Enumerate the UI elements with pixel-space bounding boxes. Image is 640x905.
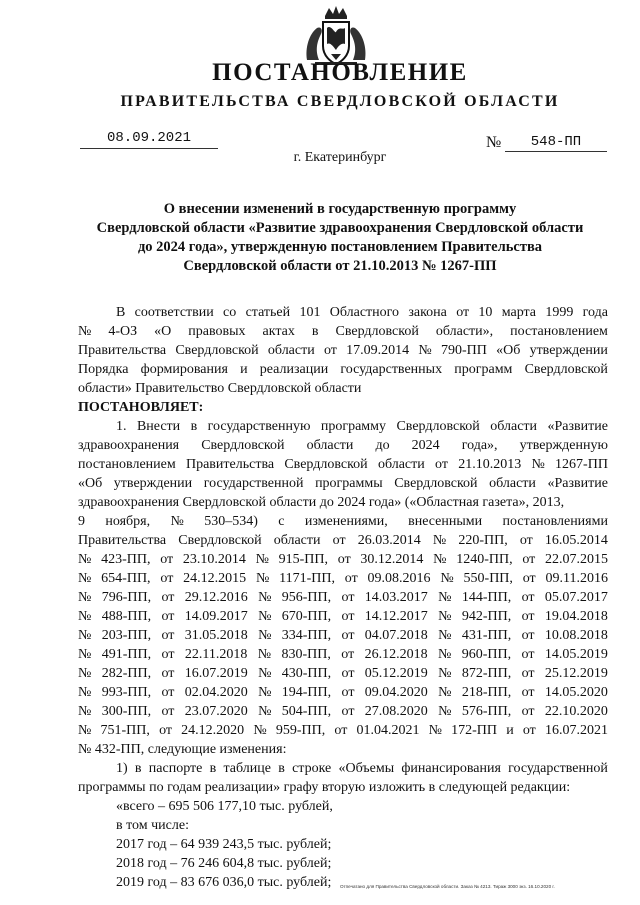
body-line: № 300-ПП, от 23.07.2020 № 504-ПП, от 27.08.2020 № 576-ПП, от 22.10.2020	[78, 704, 608, 719]
body-line: 2018 год – 76 246 604,8 тыс. рублей;	[116, 856, 332, 871]
print-footer: Отпечатано для Правительства Свердловской области. Заказ № 4213. Тираж 3000 экз. 16.10.2020 г.	[340, 884, 555, 889]
body-line: 2017 год – 64 939 243,5 тыс. рублей;	[116, 837, 332, 852]
number-label: №	[486, 134, 502, 151]
body-line: № 432-ПП, следующие изменения:	[78, 742, 287, 757]
body-line: «всего – 695 506 177,10 тыс. рублей,	[116, 799, 333, 814]
body-line: 2019 год – 83 676 036,0 тыс. рублей;	[116, 875, 332, 890]
body-line: № 4-ОЗ «О правовых актах в Свердловской области», постановлением	[78, 324, 608, 339]
body-line: № 203-ПП, от 31.05.2018 № 334-ПП, от 04.07.2018 № 431-ПП, от 10.08.2018	[78, 628, 608, 643]
subject-line: Свердловской области от 21.10.2013 № 1267-ПП	[183, 258, 497, 274]
city-name: г. Екатеринбург	[293, 150, 387, 165]
body-line: ПОСТАНОВЛЯЕТ:	[78, 400, 204, 415]
document-type-heading: ПОСТАНОВЛЕНИЕ	[212, 59, 468, 86]
body-line: области» Правительство Свердловской области	[78, 381, 362, 396]
issuer-heading: ПРАВИТЕЛЬСТВА СВЕРДЛОВСКОЙ ОБЛАСТИ	[120, 93, 560, 110]
document-date: 08.09.2021	[106, 130, 191, 146]
subject-line: Свердловской области «Развитие здравоохранения Свердловской области	[96, 220, 584, 236]
body-line: в том числе:	[116, 818, 189, 833]
document-number: 548-ПП	[530, 134, 582, 150]
body-line: «Об утверждении государственной программы Свердловской области «Развитие	[78, 476, 608, 491]
body-line: Порядка формирования и реализации государственных программ Свердловской	[78, 362, 608, 377]
body-line: № 751-ПП, от 24.12.2020 № 959-ПП, от 01.04.2021 № 172-ПП и от 16.07.2021	[78, 723, 608, 738]
body-line: 9 ноября, № 530–534) с изменениями, внесенными постановлениями	[78, 514, 608, 529]
body-line: Правительства Свердловской области от 17.09.2014 № 790-ПП «Об утверждении	[78, 343, 608, 358]
body-line: программы по годам реализации» графу вторую изложить в следующей редакции:	[78, 780, 571, 795]
body-line: здравоохранения Свердловской области до 2024 года», утвержденную	[78, 438, 608, 453]
body-line: Правительства Свердловской области от 26.03.2014 № 220-ПП, от 16.05.2014	[78, 533, 608, 548]
body-line: № 423-ПП, от 23.10.2014 № 915-ПП, от 30.12.2014 № 1240-ПП, от 22.07.2015	[78, 552, 608, 567]
body-line: постановлением Правительства Свердловской области от 21.10.2013 № 1267-ПП	[78, 457, 608, 472]
subject-line: до 2024 года», утвержденную постановлением Правительства	[137, 239, 543, 255]
body-line: здравоохранения Свердловской области до 2024 года» («Областная газета», 2013,	[78, 495, 565, 510]
subject-line: О внесении изменений в государственную программу	[163, 201, 517, 217]
body-line: № 654-ПП, от 24.12.2015 № 1171-ПП, от 09.08.2016 № 550-ПП, от 09.11.2016	[78, 571, 608, 586]
body-line: № 491-ПП, от 22.11.2018 № 830-ПП, от 26.12.2018 № 960-ПП, от 14.05.2019	[78, 647, 608, 662]
body-line: 1. Внести в государственную программу Свердловской области «Развитие	[116, 419, 608, 434]
body-line: № 796-ПП, от 29.12.2016 № 956-ПП, от 14.03.2017 № 144-ПП, от 05.07.2017	[78, 590, 608, 605]
body-line: № 488-ПП, от 14.09.2017 № 670-ПП, от 14.12.2017 № 942-ПП, от 19.04.2018	[78, 609, 608, 624]
body-line: В соответствии со статьей 101 Областного закона от 10 марта 1999 года	[116, 305, 608, 320]
body-line: 1) в паспорте в таблице в строке «Объемы финансирования государственной	[116, 761, 608, 776]
body-line: № 282-ПП, от 16.07.2019 № 430-ПП, от 05.12.2019 № 872-ПП, от 25.12.2019	[78, 666, 608, 681]
body-line: № 993-ПП, от 02.04.2020 № 194-ПП, от 09.04.2020 № 218-ПП, от 14.05.2020	[78, 685, 608, 700]
